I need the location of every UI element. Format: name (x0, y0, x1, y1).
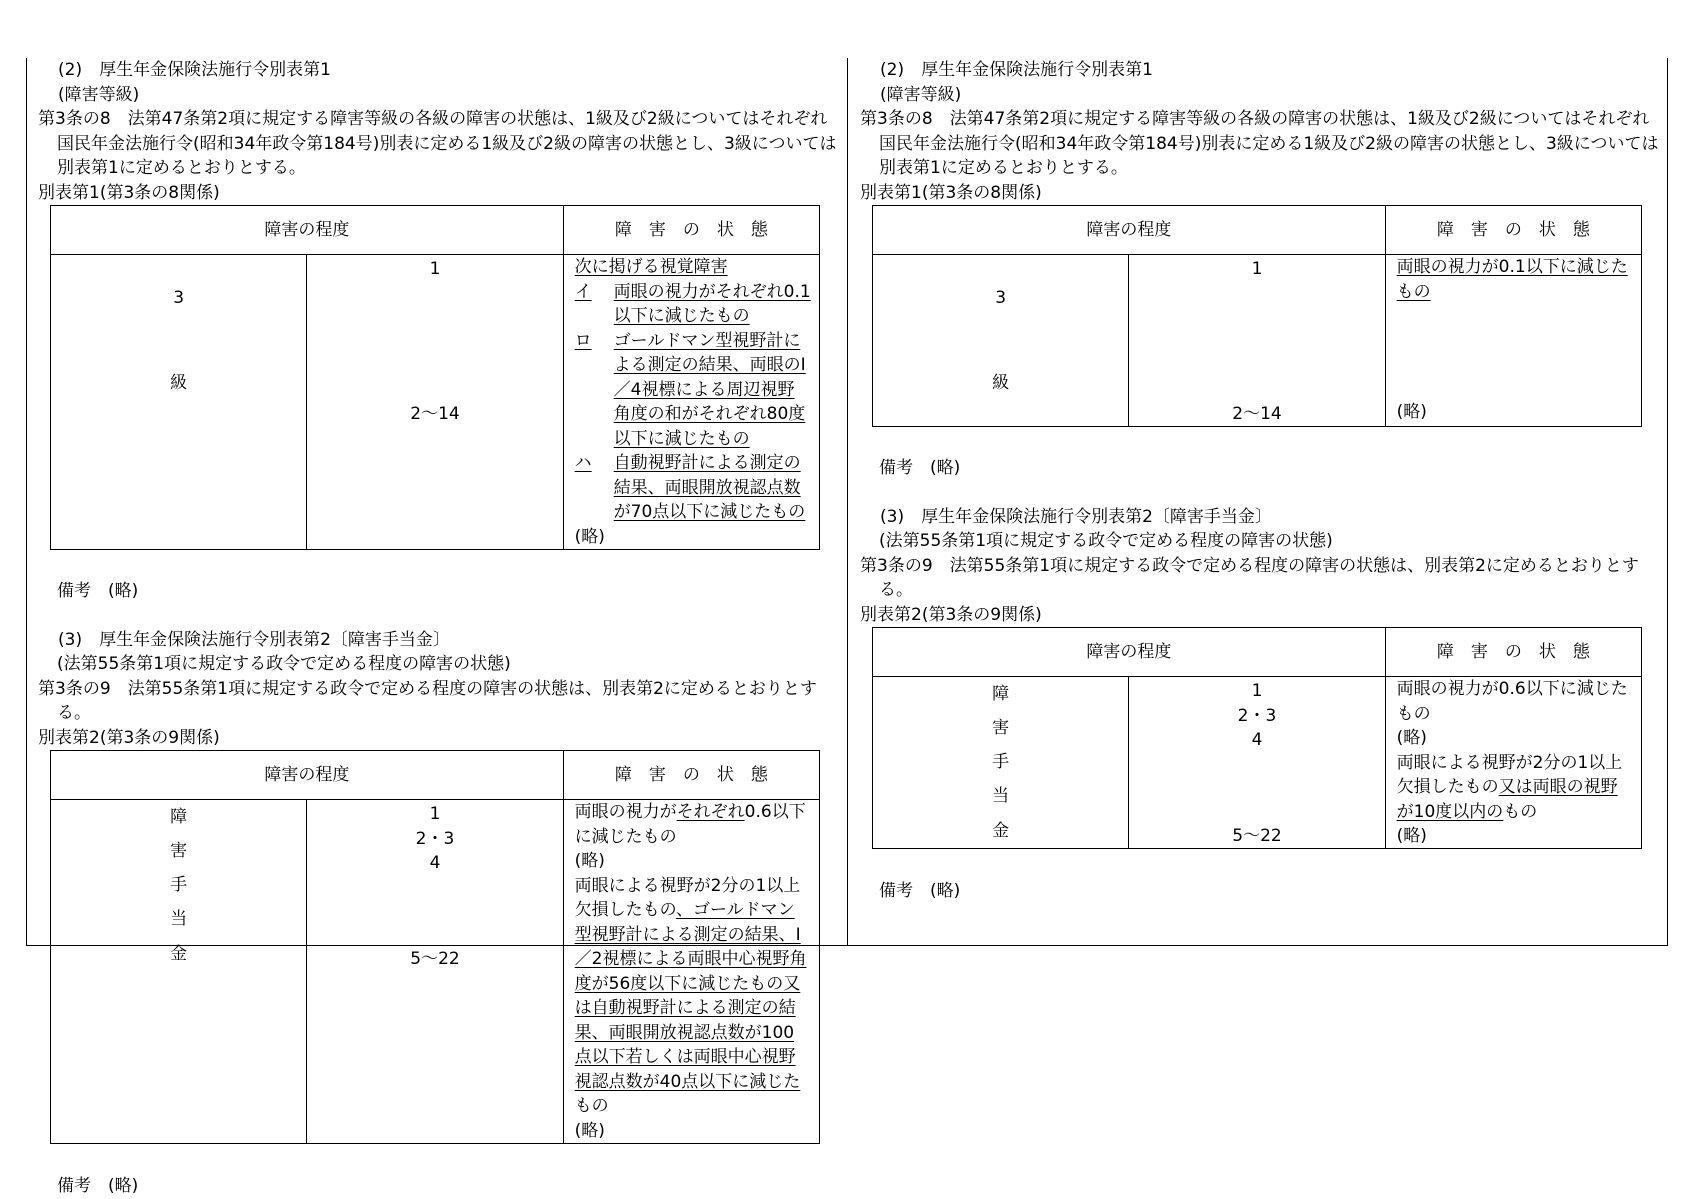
table2-ryaku2: (略) (574, 1120, 605, 1141)
table2-line3: 両眼による視野が2分の1以上欠損したもの、ゴールドマン型視野計による測定の結果、I／2視標による両眼中心視野角度が56度以下に減じたもの又は自動視野計による測定の結果、両眼開放視認点数が100点以下若しくは両眼中心視野視認点数が40点以下に減じたもの (574, 875, 807, 1116)
table1-item-ro (575, 329, 811, 452)
item-mark-i: イ (574, 281, 592, 302)
section2-subtitle: (障害等級) (58, 84, 140, 105)
grade-char: 障 (992, 683, 1010, 704)
table2 (872, 627, 1642, 849)
table2 (50, 750, 820, 1144)
table1-ryaku: (略) (574, 526, 605, 547)
table2-state-cell (1385, 677, 1641, 849)
table2-number-cell (1129, 677, 1385, 849)
table2-num-5-22: 5〜22 (1232, 825, 1282, 846)
table1-caption: 別表第1(第3条の8関係) (860, 182, 1042, 203)
grade-char: 当 (992, 786, 1010, 807)
table2-head-state: 障 害 の 状 態 (563, 751, 819, 800)
table1-item-ha (575, 451, 811, 525)
table1-grade-3: 3 (173, 287, 185, 308)
remarks-2: 備考 (略) (57, 1176, 139, 1196)
grade-char: 手 (170, 875, 188, 896)
grade-char: 害 (170, 841, 188, 862)
grade-char: 手 (992, 752, 1010, 773)
table1-caption: 別表第1(第3条の8関係) (38, 182, 220, 203)
table1-num-2-14: 2〜14 (1232, 403, 1282, 424)
item-mark-ro: ロ (574, 330, 592, 351)
right-column (860, 58, 1666, 904)
table1-grade-cell (51, 255, 307, 550)
table1 (50, 205, 820, 550)
table1-head-state: 障 害 の 状 態 (1385, 206, 1641, 255)
section3-title: (3) 厚生年金保険法施行令別表第2〔障害手当金〕 (880, 506, 1272, 527)
section2-title: (2) 厚生年金保険法施行令別表第1 (880, 60, 1153, 80)
article-3-8: 第3条の8 法第47条第2項に規定する障害等級の各級の障害の状態は、1級及び2級についてはそれぞれ国民年金法施行令(昭和34年政令第184号)別表に定める1級及び2級の障害の状態とし、3級については別表第1に定めるとおりとする。 (860, 109, 1659, 178)
table2-num-1: 1 (1251, 681, 1263, 701)
table1-grade-kyu: 級 (170, 373, 188, 393)
left-column (38, 58, 844, 1199)
table2-num-4: 4 (1251, 730, 1263, 750)
table2-caption: 別表第2(第3条の9関係) (860, 604, 1042, 625)
table1-number-cell (307, 255, 563, 550)
table1-line1: 次に掲げる視覚障害 (574, 257, 728, 277)
table1-head-grade: 障害の程度 (873, 206, 1386, 255)
remarks-2: 備考 (略) (879, 881, 961, 901)
table2-head-grade: 障害の程度 (51, 751, 564, 800)
table2-line3: 両眼による視野が2分の1以上欠損したもの又は両眼の視野が10度以内のもの (1396, 752, 1623, 822)
table2-ryaku1: (略) (574, 851, 605, 871)
table2-num-1: 1 (429, 804, 441, 824)
item-mark-ha: ハ (574, 453, 592, 473)
item-text-ha: 自動視野計による測定の結果、両眼開放視認点数が70点以下に減じたもの (613, 453, 806, 522)
table1-grade-kyu: 級 (992, 373, 1010, 393)
table1-state-cell (1385, 255, 1641, 427)
article-3-9: 第3条の9 法第55条第1項に規定する政令で定める程度の障害の状態は、別表第2に定めるとおりとする。 (860, 555, 1639, 600)
grade-char: 金 (992, 820, 1010, 841)
remarks-1: 備考 (略) (879, 458, 961, 478)
section2-subtitle: (障害等級) (880, 84, 962, 105)
remarks-1: 備考 (略) (57, 581, 139, 601)
grade-char: 当 (170, 909, 188, 930)
table2-grade-cell (873, 677, 1129, 849)
table1-num-2-14: 2〜14 (410, 403, 460, 424)
section3-subtitle: (法第55条第1項に規定する政令で定める程度の障害の状態) (879, 531, 1333, 551)
table1-num-1: 1 (429, 259, 441, 279)
table1-line1: 両眼の視力が0.1以下に減じたもの (1396, 257, 1628, 302)
column-divider (847, 58, 848, 946)
grade-char: 害 (992, 718, 1010, 739)
table2-number-cell (307, 800, 563, 1144)
table2-head-grade: 障害の程度 (873, 628, 1386, 677)
table2-state-cell (563, 800, 819, 1144)
table1-head-state: 障 害 の 状 態 (563, 206, 819, 255)
table2-caption: 別表第2(第3条の9関係) (38, 727, 220, 748)
article-3-8: 第3条の8 法第47条第2項に規定する障害等級の各級の障害の状態は、1級及び2級についてはそれぞれ国民年金法施行令(昭和34年政令第184号)別表に定める1級及び2級の障害の状態とし、3級については別表第1に定めるとおりとする。 (38, 109, 837, 178)
item-text-i: 両眼の視力がそれぞれ0.1以下に減じたもの (613, 281, 811, 326)
section2-title: (2) 厚生年金保険法施行令別表第1 (58, 60, 331, 80)
section3-title: (3) 厚生年金保険法施行令別表第2〔障害手当金〕 (58, 629, 450, 650)
table2-ryaku1: (略) (1396, 728, 1427, 748)
table2-num-5-22: 5〜22 (410, 948, 460, 969)
item-text-ro: ゴールドマン型視野計による測定の結果、両眼のI／4視標による周辺視野角度の和がそれぞれ80度以下に減じたもの (613, 330, 806, 449)
grade-char: 障 (170, 806, 188, 827)
table1-grade-cell (873, 255, 1129, 427)
table1-item-i (575, 280, 811, 329)
table2-ryaku2: (略) (1396, 826, 1427, 846)
table2-num-4: 4 (429, 853, 441, 873)
table1-number-cell (1129, 255, 1385, 427)
table1-head-grade: 障害の程度 (51, 206, 564, 255)
table2-line1: 両眼の視力が0.6以下に減じたもの (1396, 679, 1628, 724)
table2-num-2-3: 2・3 (415, 828, 455, 849)
table1-num-1: 1 (1251, 259, 1263, 279)
table1-ryaku: (略) (1396, 401, 1427, 422)
table1-grade-3: 3 (995, 287, 1007, 308)
table2-head-state: 障 害 の 状 態 (1385, 628, 1641, 677)
table2-num-2-3: 2・3 (1237, 705, 1277, 726)
table1 (872, 205, 1642, 427)
article-3-9: 第3条の9 法第55条第1項に規定する政令で定める程度の障害の状態は、別表第2に定めるとおりとする。 (38, 678, 817, 723)
table1-state-cell (563, 255, 819, 550)
grade-char: 金 (170, 943, 188, 964)
table2-grade-cell (51, 800, 307, 1144)
table2-line1: 両眼の視力がそれぞれ0.6以下に減じたもの (574, 802, 806, 847)
section3-subtitle: (法第55条第1項に規定する政令で定める程度の障害の状態) (57, 654, 511, 674)
